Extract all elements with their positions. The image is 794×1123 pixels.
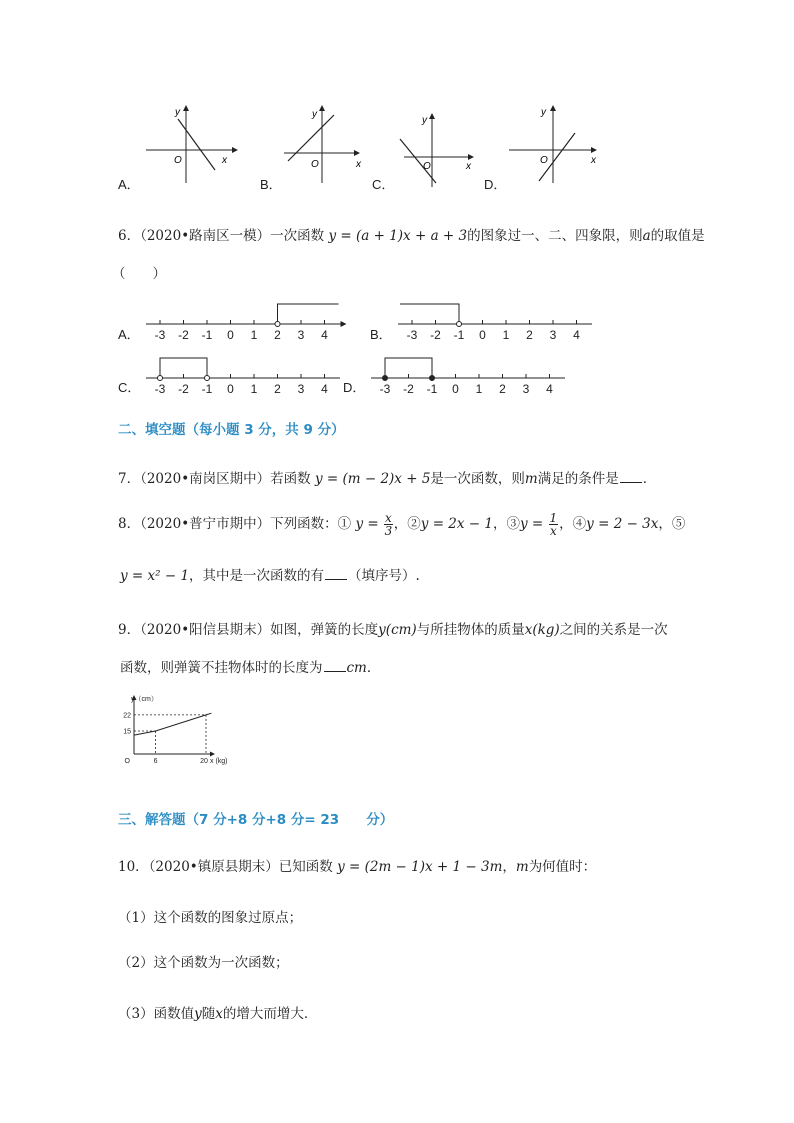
tick-label: -3: [406, 328, 418, 342]
q6-option-d-label: D．: [343, 380, 366, 395]
y-tick-label: 22: [123, 712, 131, 720]
tick-label: -3: [379, 382, 391, 396]
q10-part-3: （3）函数值y随x的增大而增大．: [118, 1006, 318, 1022]
q7-stem: 7．（2020•南岗区期中）若函数 y = (m − 2)x + 5是一次函数，则m满足的条件是 ．: [118, 471, 657, 487]
tick-label: 4: [573, 328, 580, 342]
q6-expression: y = (a + 1)x + a + 3: [328, 228, 468, 244]
q6-option-b-label: B．: [370, 327, 392, 342]
number-line-arrow: [341, 321, 347, 327]
x-axis-arrow: [210, 752, 215, 757]
spring-length-chart: [112, 692, 232, 772]
y-axis-label: y: [175, 107, 180, 118]
x-tick-label: 20: [200, 758, 208, 765]
q5-options: [0, 95, 794, 195]
tick-label: 0: [227, 328, 234, 342]
graph-option-c: [392, 109, 482, 189]
q6-option-c-label: C．: [118, 380, 141, 395]
tick-label: -2: [178, 382, 189, 396]
tick-label: 2: [499, 382, 506, 396]
open-endpoint: [457, 322, 462, 327]
section-fill-in-heading: 二、填空题（每小题 3 分，共 9 分）: [118, 422, 345, 438]
answer-blank[interactable]: [325, 567, 347, 580]
open-endpoint: [205, 376, 210, 381]
tick-label: -2: [403, 382, 414, 396]
y-tick-label: 15: [123, 728, 131, 736]
fraction-x-over-3: $\frac{x}{3}$: [384, 511, 393, 538]
range-bracket: [278, 304, 339, 324]
range-bracket: [400, 304, 459, 324]
origin-label: O: [311, 159, 319, 170]
number-line-option-d: [365, 350, 565, 396]
origin-label: O: [174, 155, 182, 166]
tick-label: 0: [227, 382, 234, 396]
y-axis-label: y（cm）: [131, 696, 158, 703]
fraction-1-over-x: $\frac{1}{x}$: [549, 511, 558, 538]
tick-label: 4: [321, 382, 328, 396]
x-axis-label: x: [466, 161, 471, 172]
option-d-label: D．: [484, 177, 507, 192]
open-endpoint: [158, 376, 163, 381]
tick-label: -2: [178, 328, 189, 342]
tick-label: -3: [154, 382, 166, 396]
tick-label: 1: [250, 382, 258, 396]
x-axis-label: x (kg): [210, 758, 228, 765]
tick-label: 2: [274, 382, 281, 396]
graph-option-a: [140, 105, 240, 185]
tick-label: 1: [475, 382, 483, 396]
closed-endpoint: [383, 376, 388, 381]
q8-stem: 8．（2020•普宁市期中）下列函数：① y = $\frac{x}{3}$ ，②y = 2x − 1，③y = $\frac{1}{x}$ ，④y = 2 − 3x，⑤: [118, 511, 686, 538]
x-axis-label: x: [222, 155, 227, 166]
tick-label: 3: [297, 382, 305, 396]
graph-option-b: [280, 105, 380, 185]
q10-part-2: （2）这个函数为一次函数；: [118, 955, 289, 971]
tick-label: -1: [201, 382, 213, 396]
number-line-option-c: [140, 350, 340, 396]
q10-stem: 10．（2020•镇原县期末）已知函数 y = (2m − 1)x + 1 − 3m，m为何值时：: [118, 859, 597, 875]
tick-label: -2: [430, 328, 441, 342]
origin-label: O: [540, 155, 548, 166]
q10-part-1: （1）这个函数的图象过原点；: [118, 910, 303, 926]
option-b-label: B．: [260, 177, 282, 192]
section-solve-heading: 三、解答题（7 分+8 分+8 分= 23 分）: [118, 812, 394, 828]
x-tick-label: 6: [153, 758, 158, 765]
origin-label: O: [124, 758, 130, 765]
graph-option-d: [505, 105, 605, 185]
q9-stem-cont: 函数，则弹簧不挂物体时的长度为 cm．: [120, 660, 381, 676]
tick-label: 1: [250, 328, 258, 342]
answer-blank[interactable]: [324, 659, 346, 672]
number-line-option-b: [392, 296, 592, 342]
tick-label: 3: [549, 328, 557, 342]
y-axis-label: y: [422, 115, 427, 126]
number-line-option-a: [140, 296, 350, 342]
tick-label: -1: [426, 382, 438, 396]
data-line: [134, 713, 211, 735]
tick-label: 3: [522, 382, 530, 396]
closed-endpoint: [430, 376, 435, 381]
option-c-label: C．: [372, 177, 395, 192]
x-axis-label: x: [591, 155, 596, 166]
q6-stem: 6．（2020•路南区一模）一次函数 y = (a + 1)x + a + 3的图象过一、二、四象限，则a的取值是: [118, 228, 705, 244]
q9-stem: 9．（2020•阳信县期末）如图，弹簧的长度y(cm)与所挂物体的质量x(kg)之间的关系是一次: [118, 622, 668, 638]
origin-label: O: [423, 161, 431, 172]
tick-label: -1: [201, 328, 213, 342]
tick-label: -1: [453, 328, 465, 342]
q8-stem-cont: y = x² − 1，其中是一次函数的有 （填序号）.: [120, 568, 420, 584]
tick-label: 4: [321, 328, 328, 342]
q6-answer-paren: （ ）: [112, 266, 166, 282]
tick-label: 0: [479, 328, 486, 342]
option-a-label: A．: [118, 177, 140, 192]
tick-label: 3: [297, 328, 305, 342]
y-axis-label: y: [541, 107, 546, 118]
tick-label: 1: [502, 328, 510, 342]
q7-expression: y = (m − 2)x + 5: [314, 471, 431, 487]
q6-option-a-label: A．: [118, 327, 140, 342]
tick-label: 4: [546, 382, 553, 396]
y-axis-label: y: [312, 109, 317, 120]
tick-label: 2: [526, 328, 533, 342]
q10-expression: y = (2m − 1)x + 1 − 3m: [337, 859, 503, 875]
tick-label: -3: [154, 328, 166, 342]
tick-label: 2: [274, 328, 281, 342]
tick-label: 0: [452, 382, 459, 396]
answer-blank[interactable]: [620, 470, 642, 483]
x-axis-label: x: [356, 159, 361, 170]
open-endpoint: [275, 322, 280, 327]
